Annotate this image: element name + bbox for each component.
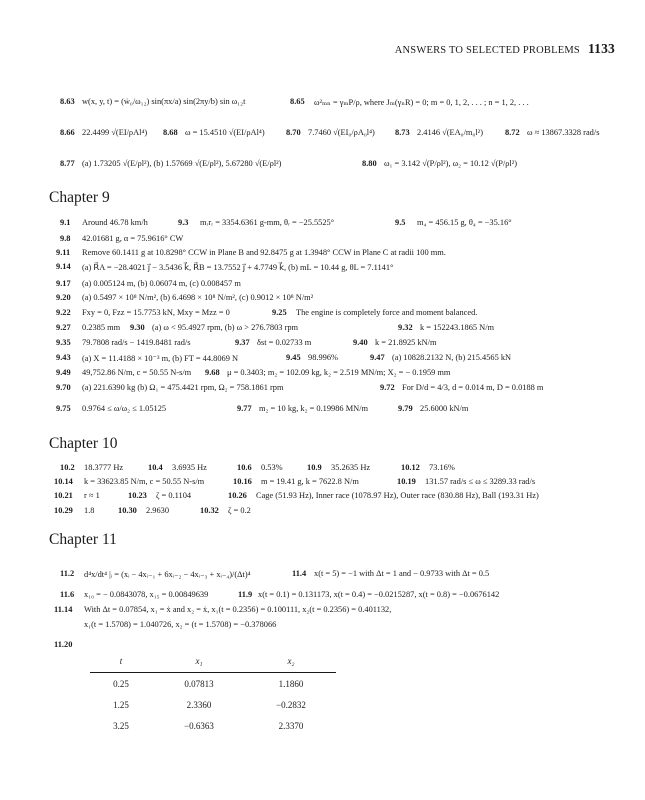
answer-text: With Δt = 0.07854, x₁ = ẋ and x₂ = ẋ, x₁(t = 0.2356) = 0.100111, x₂(t = 0.2356) = 0.401132, — [84, 605, 392, 614]
answer-text: 22.4499 √(EI/ρAl⁴) — [82, 128, 148, 137]
answer-number: 9.77 — [237, 404, 252, 413]
chapter-heading: Chapter 11 — [49, 531, 117, 548]
answer-text: k = 21.8925 kN/m — [375, 338, 437, 347]
answer-text: 2.9630 — [146, 506, 170, 515]
answer-text: x(t = 5) = −1 with Δt = 1 and − 0.9733 with Δt = 0.5 — [314, 569, 490, 578]
answer-number: 10.21 — [54, 491, 73, 500]
answer-text: (a) 1.73205 √(E/ρl²), (b) 1.57669 √(E/ρl²), 5.67280 √(E/ρl²) — [82, 159, 282, 168]
answer-text: (a) 0.005124 m, (b) 0.06074 m, (c) 0.008457 m — [82, 279, 241, 288]
answer-number: 8.68 — [163, 128, 178, 137]
answer-text: x₁₀ = − 0.0843078, x₁₅ = 0.00849639 — [84, 590, 209, 599]
answer-number: 9.37 — [235, 338, 250, 347]
answer-number: 9.40 — [353, 338, 368, 347]
answer-text: Fxy = 0, Fzz = 15.7753 kN, Mxy = Mzz = 0 — [82, 308, 230, 317]
answer-text: The engine is completely force and moment balanced. — [296, 308, 478, 317]
answer-number: 9.3 — [178, 218, 189, 227]
answer-text: 35.2635 Hz — [331, 463, 371, 472]
answer-number: 8.65 — [290, 97, 305, 106]
table-cell: 3.25 — [113, 720, 129, 731]
answer-number: 9.75 — [56, 404, 71, 413]
answer-number: 9.5 — [395, 218, 406, 227]
answer-number: 10.32 — [200, 506, 219, 515]
page-number: 1133 — [587, 41, 615, 56]
answer-text: 1.8 — [84, 506, 95, 515]
answer-number: 11.6 — [60, 590, 75, 599]
answer-number: 9.11 — [56, 248, 71, 257]
table-row — [90, 673, 336, 695]
answer-text: (a) 0.5497 × 10⁸ N/m², (b) 6.4698 × 10⁸ N/m², (c) 0.9012 × 10⁸ N/m² — [82, 293, 314, 302]
answer-text: 18.3777 Hz — [84, 463, 124, 472]
answer-text: ζ = 0.2 — [228, 506, 251, 515]
answer-text: m₂ = 10 kg, k₂ = 0.19986 MN/m — [259, 404, 369, 413]
table-cell: −0.2832 — [276, 699, 306, 710]
table-cell: 2.3370 — [278, 720, 304, 731]
chapter-heading: Chapter 9 — [49, 189, 110, 206]
answer-number: 10.14 — [54, 477, 73, 486]
answer-number: 9.70 — [56, 383, 71, 392]
table-row — [90, 715, 336, 736]
answer-text: ω ≈ 13867.3328 rad/s — [527, 128, 600, 137]
answer-text: ω₁ = 3.142 √(P/ρl²), ω₂ = 10.12 √(P/ρl²) — [384, 159, 518, 168]
answer-text: For D/d = 4/3, d = 0.014 m, D = 0.0188 m — [402, 383, 544, 392]
answer-text: ζ = 0.1104 — [156, 491, 192, 500]
answer-number: 11.4 — [292, 569, 307, 578]
answer-text: 131.57 rad/s ≤ ω ≤ 3289.33 rad/s — [425, 477, 536, 486]
running-head: ANSWERS TO SELECTED PROBLEMS — [394, 45, 580, 56]
table-cell: 1.25 — [113, 699, 129, 710]
answer-number: 9.47 — [370, 353, 385, 362]
answer-text: 98.996% — [308, 353, 339, 362]
answer-text: (a) R⃗A = −28.4021 j⃗ − 3.5436 k⃗, R⃗B = 13.7552 j⃗ + 4.7749 k⃗, (b) mL = 10.44 g, θL = 7.1141° — [82, 263, 394, 272]
answer-number: 8.73 — [395, 128, 410, 137]
answer-text: 3.6935 Hz — [172, 463, 207, 472]
answer-number: 9.17 — [56, 279, 71, 288]
answer-number: 8.80 — [362, 159, 377, 168]
answer-number: 10.19 — [397, 477, 416, 486]
answer-number: 10.6 — [237, 463, 252, 472]
answer-text: ω = 15.4510 √(EI/ρAl⁴) — [185, 128, 265, 137]
answer-number: 9.68 — [205, 368, 220, 377]
answer-number: 11.14 — [54, 605, 73, 614]
answer-number: 8.72 — [505, 128, 520, 137]
answer-text: (a) 221.6390 kg (b) Ω₁ = 475.4421 rpm, Ω₂ = 758.1861 rpm — [82, 383, 284, 392]
answer-text: w(x, y, t) = (ẇ₀/ω₁₂) sin(πx/a) sin(2πy/b) sin ω₁₂t — [82, 97, 246, 106]
answer-number: 9.72 — [380, 383, 395, 392]
answer-number: 9.27 — [56, 323, 71, 332]
answer-text: (a) X = 11.4188 × 10⁻³ m, (b) FT = 44.8069 N — [82, 354, 239, 363]
answer-text: r ≈ 1 — [84, 491, 100, 500]
answer-text: 0.2385 mm — [82, 323, 121, 332]
answer-text: k = 33623.85 N/m, c = 50.55 N-s/m — [84, 477, 205, 486]
answer-number: 8.66 — [60, 128, 75, 137]
answer-number: 9.49 — [56, 368, 71, 377]
answer-text: Cage (51.93 Hz), Inner race (1078.97 Hz), Outer race (830.88 Hz), Ball (193.31 Hz) — [256, 491, 539, 500]
answer-text: d⁴x/dt⁴ |ᵢ = (xᵢ − 4xᵢ₋₁ + 6xᵢ₋₂ − 4xᵢ₋₃ + xᵢ₋₄)/(Δt)⁴ — [84, 570, 251, 579]
answer-number: 9.20 — [56, 293, 71, 302]
answer-text: Remove 60.1411 g at 10.8298° CCW in Plane B and 92.8475 g at 1.3948° CCW in Plane C at radii 100 mm. — [82, 248, 446, 257]
answer-text: 0.9764 ≤ ω/ω₂ ≤ 1.05125 — [82, 404, 167, 413]
answer-text: m = 19.41 g, k = 7622.8 N/m — [261, 477, 359, 486]
column-header: x₁ — [152, 650, 246, 673]
answer-text: Around 46.78 km/h — [82, 218, 148, 227]
answer-number: 10.16 — [233, 477, 252, 486]
answer-text: (a) ω < 95.4927 rpm, (b) ω > 276.7803 rpm — [152, 323, 299, 332]
answer-number: 10.2 — [60, 463, 75, 472]
answer-text: (a) 10828.2132 N, (b) 215.4565 kN — [392, 353, 512, 362]
answer-number: 9.35 — [56, 338, 71, 347]
table-row — [90, 694, 336, 715]
answer-number: 8.63 — [60, 97, 75, 106]
answer-text: 7.7460 √(EI₀/ρA₀l⁴) — [308, 128, 375, 137]
answer-text: 49,752.86 N/m, c = 50.55 N-s/m — [82, 368, 192, 377]
answer-number: 9.14 — [56, 262, 71, 271]
answer-text: x₁(t = 1.5708) = 1.040726, x₂ = (t = 1.5708) = −0.378066 — [84, 620, 277, 629]
table-header-row — [90, 650, 336, 673]
answer-number: 8.77 — [60, 159, 75, 168]
answer-number: 9.25 — [272, 308, 287, 317]
answer-number: 10.23 — [128, 491, 147, 500]
answer-number: 9.43 — [56, 353, 71, 362]
answer-number: 11.20 — [54, 640, 73, 649]
answer-text: mᵣrᵣ = 3354.6361 g-mm, θᵣ = −25.5525° — [200, 218, 335, 227]
answer-text: 25.6000 kN/m — [420, 404, 469, 413]
table-cell: 2.3360 — [186, 699, 212, 710]
answer-number: 10.4 — [148, 463, 163, 472]
answer-text: 0.53% — [261, 463, 283, 472]
answer-number: 10.29 — [54, 506, 73, 515]
answer-text: 42.01681 g, α = 75.9616° CW — [82, 234, 184, 243]
answer-text: 79.7808 rad/s − 1419.8481 rad/s — [82, 338, 191, 347]
answer-number: 10.9 — [307, 463, 322, 472]
answer-number: 9.32 — [398, 323, 413, 332]
answer-text: x(t = 0.1) = 0.131173, x(t = 0.4) = −0.0215287, x(t = 0.8) = −0.0676142 — [258, 590, 500, 599]
answer-text: 73.16% — [429, 463, 455, 472]
table-cell: −0.6363 — [184, 720, 214, 731]
answer-number: 9.1 — [60, 218, 71, 227]
table-cell: 0.07813 — [184, 678, 214, 689]
answer-text: ω²ₘₙ = γₘP/ρ, where Jₘ(γₙR) = 0; m = 0, 1, 2, . . . ; n = 1, 2, . . . — [314, 98, 529, 107]
answer-number: 10.30 — [118, 506, 137, 515]
column-header: t — [90, 650, 152, 673]
answer-text: m₄ = 456.15 g, θ₄ = −35.16° — [417, 218, 512, 227]
answer-number: 11.2 — [60, 569, 75, 578]
answer-number: 9.30 — [130, 323, 145, 332]
results-table — [90, 650, 336, 736]
answer-number: 9.22 — [56, 308, 71, 317]
table-cell: 1.1860 — [278, 678, 304, 689]
page-header — [395, 41, 615, 57]
answer-text: δst = 0.02733 m — [257, 338, 312, 347]
answer-number: 9.8 — [60, 234, 71, 243]
chapter-heading: Chapter 10 — [49, 435, 118, 452]
answer-text: k = 152243.1865 N/m — [420, 323, 495, 332]
answer-number: 11.9 — [238, 590, 253, 599]
column-header: x₂ — [246, 650, 336, 673]
answer-number: 9.79 — [398, 404, 413, 413]
answer-number: 9.45 — [286, 353, 301, 362]
answer-number: 10.26 — [228, 491, 247, 500]
answer-number: 8.70 — [286, 128, 301, 137]
answer-number: 10.12 — [401, 463, 420, 472]
answer-text: 2.4146 √(EA₀/m₀l²) — [417, 128, 483, 137]
table-cell: 0.25 — [113, 678, 129, 689]
answer-text: μ = 0.3403; m₂ = 102.09 kg, k₂ = 2.519 MN/m; X₂ = − 0.1959 mm — [227, 368, 451, 377]
